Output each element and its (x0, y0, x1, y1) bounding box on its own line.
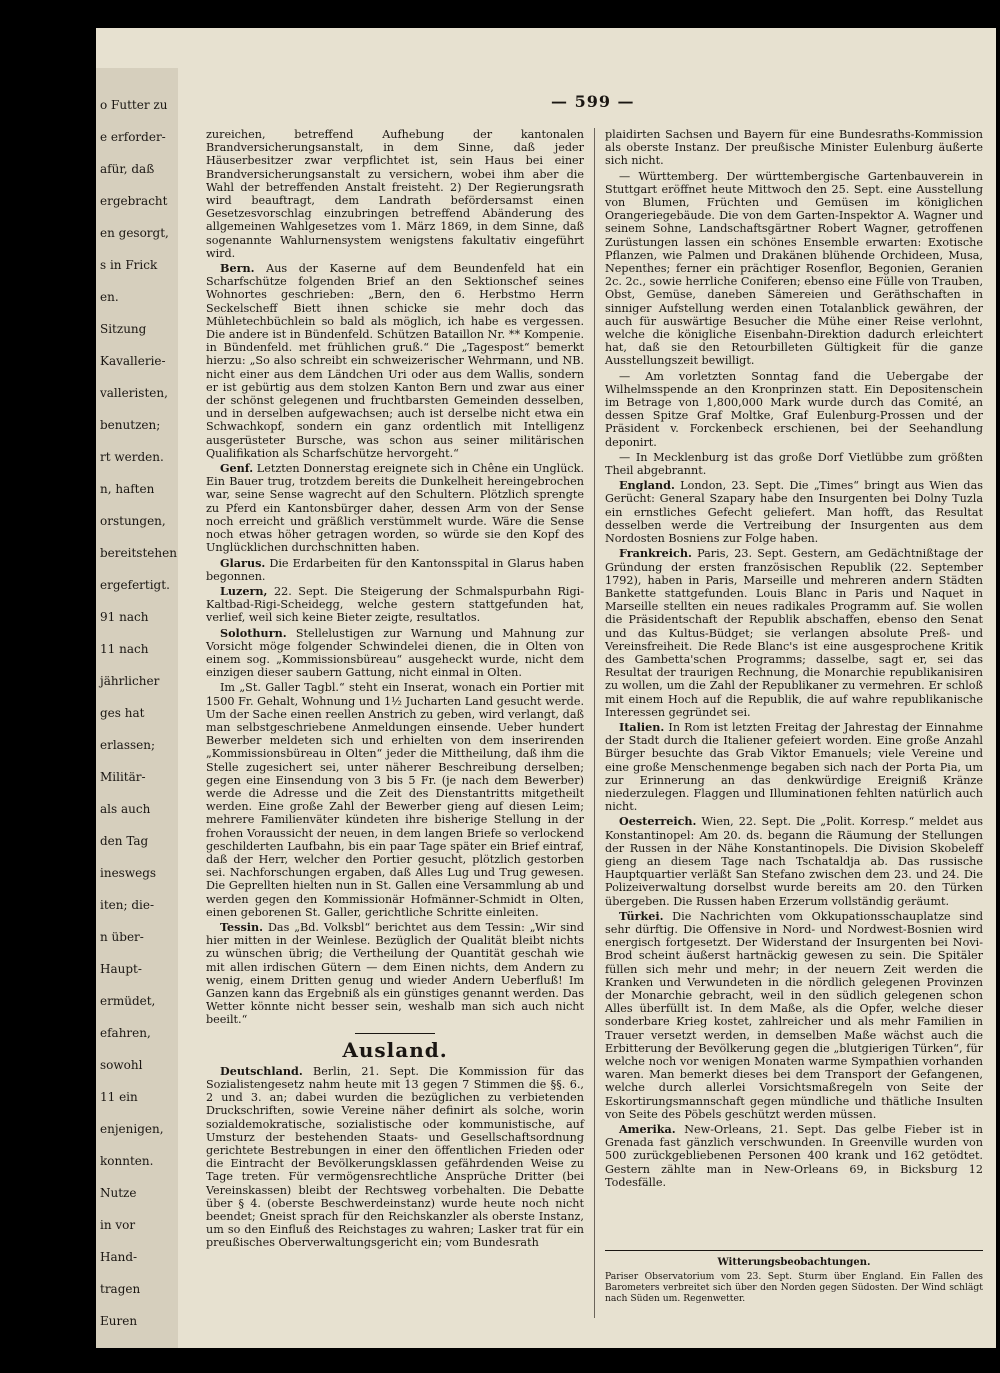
facing-page-text: iten; die- (100, 898, 155, 912)
facing-page-text: sowohl (100, 1058, 143, 1072)
article-text: Im „St. Galler Tagbl.“ steht ein Inserat, wonach ein Portier mit 1500 Fr. Gehalt, Wohnung und 1½ Jucharten Land gesucht werde. Um der Sache einen reellen Anstrich zu geben, wird verlangt, daß man selbstgeschriebene Anmeldungen einsende. Ueber hundert Bewerber meldeten sich und erhielten von dem inserirenden „Kommissionsbüreau in Olten“ jeder die Mittheilung, daß ihm die Stelle zugesichert sei, unter näherer Beschreibung derselben; gegen eine Einsendung von 3 bis 5 Fr. (je nach dem Bewerber) werde die Adresse und die Zeit des Dienstantritts mitgetheilt werden. Eine große Zahl der Bewerber gieng auf diesen Leim; mehrere Familienväter kündeten ihre bisherige Stellung in der frohen Voraussicht der neuen, in dem langen Briefe so verlockend geschilderten Laufbahn, bis ein paar Tage später ein Brief eintraf, daß der Herr, welcher den Portier gesucht, plötzlich gestorben sei. Nachforschungen ergaben, daß Alles Lug und Trug gewesen. Die Geprellten hielten nun in St. Gallen eine Versammlung ab und werden gegen den Kommissionär Hofmänner-Schmidt in Olten, einen geborenen St. Galler, gerichtliche Schritte einleiten. (206, 681, 584, 919)
dateline-heading: Genf. (220, 461, 254, 476)
article-paragraph (605, 479, 983, 545)
article-text: — In Mecklenburg ist das große Dorf Vietlübbe zum größten Theil abgebrannt. (605, 450, 983, 478)
dateline-heading: Glarus. (220, 555, 266, 570)
article-text: Die Nachrichten vom Okkupationsschauplatze sind sehr dürftig. Die Offensive in Nord- und Nordwest-Bosnien wird energisch fortgesetzt. Der Widerstand der Insurgenten bei Novi-Brod scheint äußerst hartnäckig gewesen zu sein. Die Spitäler füllen sich mehr und mehr; in der neuern Zeit werden die Kranken und Verwundeten in die nördlich gelegenen Provinzen der Monarchie gebracht, weil in den südlich gelegenen schon Alles überfüllt ist. In dem Maße, als die Opfer, welche dieser sonderbare Krieg kostet, zahlreicher und als mehr Familien in Trauer versetzt werden, in demselben Maße wächst auch die Erbitterung der Bevölkerung gegen die „blutgierigen Türken“, für welche noch vor wenigen Monaten warme Sympathien vorhanden waren. Man bemerkt dieses bei dem Transport der Gefangenen, welche durch allerlei Vorsichtsmaßregeln von Seite der Eskortirungsmannschaft gegen mündliche und thätliche Insulten von Seite des Pöbels geschützt werden müssen. (605, 909, 983, 1121)
article-paragraph (605, 370, 983, 449)
dateline-heading: Solothurn. (220, 625, 287, 640)
facing-page-text: valleristen, (100, 386, 168, 400)
article-text: — Württemberg. Der württembergische Gartenbauverein in Stuttgart eröffnet heute Mittwoch den 25. Sept. eine Ausstellung von Blumen, Früchten und Gemüsen im königlichen Orangeriegebäude. Die von dem Garten-Inspektor A. Wagner und seinem Sohne, Landschaftsgärtner Robert Wagner, getroffenen Zurüstungen lassen ein schönes Ensemble erwarten: Exotische Pflanzen, wie Palmen und Drakänen blühende Orchideen, Musa, Nepenthes; ferner ein prächtiger Rosenflor, Begonien, Geranien 2c. 2c., sowie herrliche Coniferen; ebenso eine Fülle von Trauben, Obst, Gemüse, daneben Sämereien und Geräthschaften in sinniger Aufstellung werden einen Totalanblick gewähren, der auch für auswärtige Besucher die Mühe einer Reise verlohnt, welche die königliche Eisenbahn-Direktion dadurch erleichtert hat, daß sie den Retourbilleten Gültigkeit für die ganze Ausstellungszeit bewilligt. (605, 169, 983, 368)
article-paragraph (206, 262, 584, 460)
facing-page-text: 91 nach (100, 610, 149, 624)
facing-page-text: n über- (100, 930, 144, 944)
facing-page-text: in vor (100, 1218, 136, 1232)
article-text: — Am vorletzten Sonntag fand die Uebergabe der Wilhelmsspende an den Kronprinzen statt. Ein Depositenschein im Betrage von 1,800,000 Mark wurde durch das Comité, an dessen Spitze Graf Moltke, Graf Eulenburg-Prossen und der Präsident v. Forckenbeck erschienen, bei der Seehandlung deponirt. (605, 369, 983, 449)
article-paragraph (605, 170, 983, 368)
article-paragraph (605, 1123, 983, 1189)
facing-page-text: ergefertigt. (100, 578, 170, 592)
facing-page-text: konnten. (100, 1154, 154, 1168)
article-paragraph (206, 681, 584, 919)
facing-page-text: 11 nach (100, 642, 149, 656)
facing-page-text: ges hat (100, 706, 145, 720)
column-divider (594, 128, 595, 1318)
dateline-heading: Türkei. (619, 908, 664, 923)
facing-page-text: en gesorgt, (100, 226, 169, 240)
facing-page-text: rt werden. (100, 450, 164, 464)
article-text: Paris, 23. Sept. Gestern, am Gedächtnißtage der Gründung der ersten französischen Republik (22. September 1792), haben in Paris, Marseille und mehreren andern Städten Bankette stattgefunden. Louis Blanc in Paris und Naquet in Marseille stellten ein neues radikales Programm auf. Sie wollen die Präsidentschaft der Republik abschaffen, ebenso den Senat und das Kultus-Büdget; sie verlangen absolute Preß- und Vereinsfreiheit. Die Rede Blanc's ist eine ausgesprochene Kritik des Gambetta'schen Programms; dasselbe, sagt er, sei das Resultat der traurigen Rechnung, die Monarchie republikanisiren zu wollen, um die Zahl der Republikaner zu vermehren. Er schloß mit einem Hoch auf die Republik, die auf wahre republikanische Interessen gegründet sei. (605, 547, 983, 719)
article-paragraph (605, 128, 983, 168)
facing-page-text: afür, daß (100, 162, 155, 176)
dateline-heading: Deutschland. (220, 1063, 303, 1078)
facing-page-text: jährlicher (100, 674, 160, 688)
article-paragraph (206, 585, 584, 625)
article-paragraph (206, 627, 584, 680)
dateline-heading: England. (619, 478, 675, 493)
weather-rule (605, 1250, 983, 1251)
facing-page-text: Nutze (100, 1186, 137, 1200)
section-rule (355, 1033, 435, 1034)
article-paragraph (605, 721, 983, 813)
facing-page-text: Haupt- (100, 962, 142, 976)
facing-page-text: tragen (100, 1282, 141, 1296)
page-number: — 599 — (551, 92, 635, 111)
facing-page-text: bereitstehen (100, 546, 177, 560)
article-paragraph (206, 557, 584, 583)
facing-page-text: n, haften (100, 482, 155, 496)
facing-page-text: s in Frick (100, 258, 158, 272)
dateline-heading: Bern. (220, 261, 255, 276)
article-paragraph (206, 128, 584, 260)
dateline-heading: Tessin. (220, 919, 264, 934)
article-paragraph (206, 1065, 584, 1250)
article-paragraph (605, 910, 983, 1121)
weather-report (605, 1250, 983, 1304)
article-paragraph (605, 815, 983, 907)
dateline-heading: Frankreich. (619, 546, 692, 561)
facing-page-text: efahren, (100, 1026, 151, 1040)
article-text: Letzten Donnerstag ereignete sich in Chêne ein Unglück. Ein Bauer trug, trotzdem bereits die Dunkelheit hereingebrochen war, seine Sense wagrecht auf den Schultern. Plötzlich sprengte zu Pferd ein Kantonsbürger daher, dessen Arm von der Sense noch erreicht und gräßlich verstümmelt wurde. Wäre die Sense noch etwas höher getragen worden, so würde sie den Kopf des Unglücklichen durchschnitten haben. (206, 462, 584, 555)
facing-page-text: den Tag (100, 834, 149, 848)
weather-text: Pariser Observatorium vom 23. Sept. Sturm über England. Ein Fallen des Barometers verbreitet sich über den Norden gegen Südosten. Der Wind schlägt nach Süden um. Regenwetter. (605, 1271, 983, 1304)
newspaper-page (96, 28, 996, 1348)
article-text: zureichen, betreffend Aufhebung der kantonalen Brandversicherungsanstalt, in dem Sinne, daß jeder Häuserbesitzer zwar verpflichtet ist, sein Haus bei einer Brandversicherungsanstalt zu versichern, wobei ihm aber die Wahl der betreffenden Anstalt freisteht. 2) Der Regierungsrath wird beauftragt, dem Landrath befördersamst einen Gesetzesvorschlag einzubringen betreffend Abänderung des allgemeinen Wahlgesetzes vom 1. März 1869, in dem Sinne, daß sogenannte Wahlurnensystem wenigstens fakultativ eingeführt wird. (206, 128, 584, 260)
facing-page-text: benutzen; (100, 418, 161, 432)
article-text: Das „Bd. Volksbl“ berichtet aus dem Tessin: „Wir sind hier mitten in der Weinlese. Bezüglich der Qualität bleibt nichts zu wünschen übrig; die Vertheilung der Quantität geschah wie mit allen irdischen Gütern — dem Einen nichts, dem Andern zu wenig, einem Dritten genug und wieder Andern Ueberfluß! Im Ganzen kann das Ergebniß als ein günstiges genannt werden. Das Wetter könnte nicht besser sein, weshalb man sich auch nicht beeilt.“ (206, 920, 584, 1027)
dateline-heading: Oesterreich. (619, 814, 697, 829)
dateline-heading: Amerika. (619, 1122, 676, 1137)
article-text: Berlin, 21. Sept. Die Kommission für das Sozialistengesetz nahm heute mit 13 gegen 7 Stimmen die §§. 6., 2 und 3. an; dabei wurden die bezüglichen zu verbietenden Druckschriften, sowie Vereine näher definirt als solche, worin sozialdemokratische, sozialistische oder kommunistische, auf Umsturz der bestehenden Staats- und Gesellschaftsordnung gerichtete Bestrebungen in einer den öffentlichen Frieden oder die Eintracht der Bevölkerungsklassen gefährdenden Weise zu Tage treten. Für vermögensrechtliche Ansprüche Dritter (bei Vereinskassen) bleibt der Rechtsweg vorbehalten. Die Debatte über § 4. (oberste Beschwerdeinstanz) wurde heute noch nicht beendet; Gneist sprach für den Reichskanzler als oberste Instanz, um so den Einfluß des Reichstages zu wahren; Lasker trat für ein preußisches Oberverwaltungsgericht ein; vom Bundesrath (206, 1064, 584, 1250)
article-paragraph (206, 921, 584, 1027)
article-paragraph (206, 462, 584, 554)
facing-page-text: Hand- (100, 1250, 138, 1264)
weather-title: Witterungsbeobachtungen. (717, 1257, 871, 1268)
dateline-heading: Luzern, (220, 583, 268, 598)
facing-page-text: ineswegs (100, 866, 157, 880)
facing-page-text: als auch (100, 802, 151, 816)
article-text: Wien, 22. Sept. Die „Polit. Korresp.“ meldet aus Konstantinopel: Am 20. ds. begann die Räumung der Stellungen der Russen in der Nähe Konstantinopels. Die Division Skobeleff gieng an diesem Tage nach Tschataldja ab. Das russische Hauptquartier verläßt San Stefano zwischen dem 23. und 24. Die Polizeiverwaltung dorselbst wurde bereits am 20. den Türken übergeben. Die Russen haben Erzerum vollständig geräumt. (605, 815, 984, 908)
facing-page-text: Euren (100, 1314, 138, 1328)
dateline-heading: Italien. (619, 719, 665, 734)
foreign-news (206, 1065, 584, 1250)
facing-page-text: Kavallerie- (100, 354, 166, 368)
facing-page-text: ergebracht (100, 194, 168, 208)
facing-page-text: e erforder- (100, 130, 166, 144)
article-text: plaidirten Sachsen und Bayern für eine Bundesraths-Kommission als oberste Instanz. Der preußische Minister Eulenburg äußerte sich nicht. (605, 128, 983, 168)
article-text: London, 23. Sept. Die „Times“ bringt aus Wien das Gerücht: General Szapary habe den Insurgenten bei Dolny Tuzla ein ernstliches Gefecht geliefert. Man hofft, das Resultat desselben werde die Vertreibung der Insurgenten aus dem Nordosten Bosniens zur Folge haben. (605, 479, 983, 546)
section-title-ausland: Ausland. (342, 1037, 448, 1062)
facing-page-text: Militär- (100, 770, 146, 784)
right-column (605, 128, 983, 1191)
facing-page-text: 11 ein (100, 1090, 138, 1104)
facing-page-text: o Futter zu (100, 98, 168, 112)
article-text: Aus der Kaserne auf dem Beundenfeld hat ein Scharfschütze folgenden Brief an den Sektionschef seines Wohnortes geschrieben: „Bern, den 6. Herbstmo Herrn Seckelscheff Biett ihnen schicke sie mehr doch das Mühletechbüchlein so bald als möglich, ich habe es vergessen. Die andere ist in Bündenfeld. Schützen Bataillon Nr. ** Kompenie. in Bündenfeld. met frühlichen gruß.“ Die „Tagespost“ bemerkt hierzu: „So also schreibt ein schweizerischer Wehrmann, und NB. nicht einer aus dem Ländchen Uri oder aus dem Wallis, sondern er ist gebürtig aus dem stolzen Kanton Bern und zwar aus einer der schönst gelegenen und fruchtbarsten Gemeinden desselben, und in derselben aufgewachsen; auch ist derselbe nicht etwa ein Schwachkopf, sondern ein ganz ordentlich mit Intelligenz ausgerüsteter Bursche, was schon aus seiner militärischen Qualifikation als Scharfschütze hervorgeht.“ (206, 262, 584, 460)
facing-page-text: en. (100, 290, 119, 304)
swiss-news (206, 128, 584, 1027)
article-text: Stellelustigen zur Warnung und Mahnung zur Vorsicht möge folgender Schwindelei dienen, die in Olten von einem sog. „Kommissionsbüreau“ ausgeheckt wurde, nicht dem einzigen dieser saubern Gattung, nicht einmal in Olten. (206, 626, 584, 680)
left-column (206, 128, 584, 1252)
facing-page-text: ermüdet, (100, 994, 156, 1008)
facing-page-fragment (96, 68, 178, 1348)
article-paragraph (605, 547, 983, 719)
article-text: Die Erdarbeiten für den Kantonsspital in Glarus haben begonnen. (206, 556, 584, 583)
facing-page-text: orstungen, (100, 514, 166, 528)
facing-page-text: Sitzung (100, 322, 147, 336)
article-text: 22. Sept. Die Steigerung der Schmalspurbahn Rigi-Kaltbad-Rigi-Scheidegg, welche gestern stattgefunden hat, verlief, weil sich keine Bieter zeigte, resultatlos. (206, 584, 585, 625)
facing-page-text: erlassen; (100, 738, 156, 752)
article-text: In Rom ist letzten Freitag der Jahrestag der Einnahme der Stadt durch die Italiener gefeiert worden. Eine große Anzahl Bürger besuchte das Grab Viktor Emanuels; viele Vereine und eine große Menschenmenge begaben sich nach der Porta Pia, um zur Erinnerung an das denkwürdige Ereigniß Kränze niederzulegen. Flaggen und Illuminationen fehlten natürlich auch nicht. (605, 720, 984, 814)
article-paragraph (605, 451, 983, 477)
article-text: New-Orleans, 21. Sept. Das gelbe Fieber ist in Grenada fast gänzlich verschwunden. In Greenville wurden von 500 zurückgebliebenen Personen 400 krank und 162 getödtet. Gestern zählte man in New-Orleans 69, in Bicksburg 12 Todesfälle. (605, 1123, 983, 1189)
facing-page-text: enjenigen, (100, 1122, 164, 1136)
